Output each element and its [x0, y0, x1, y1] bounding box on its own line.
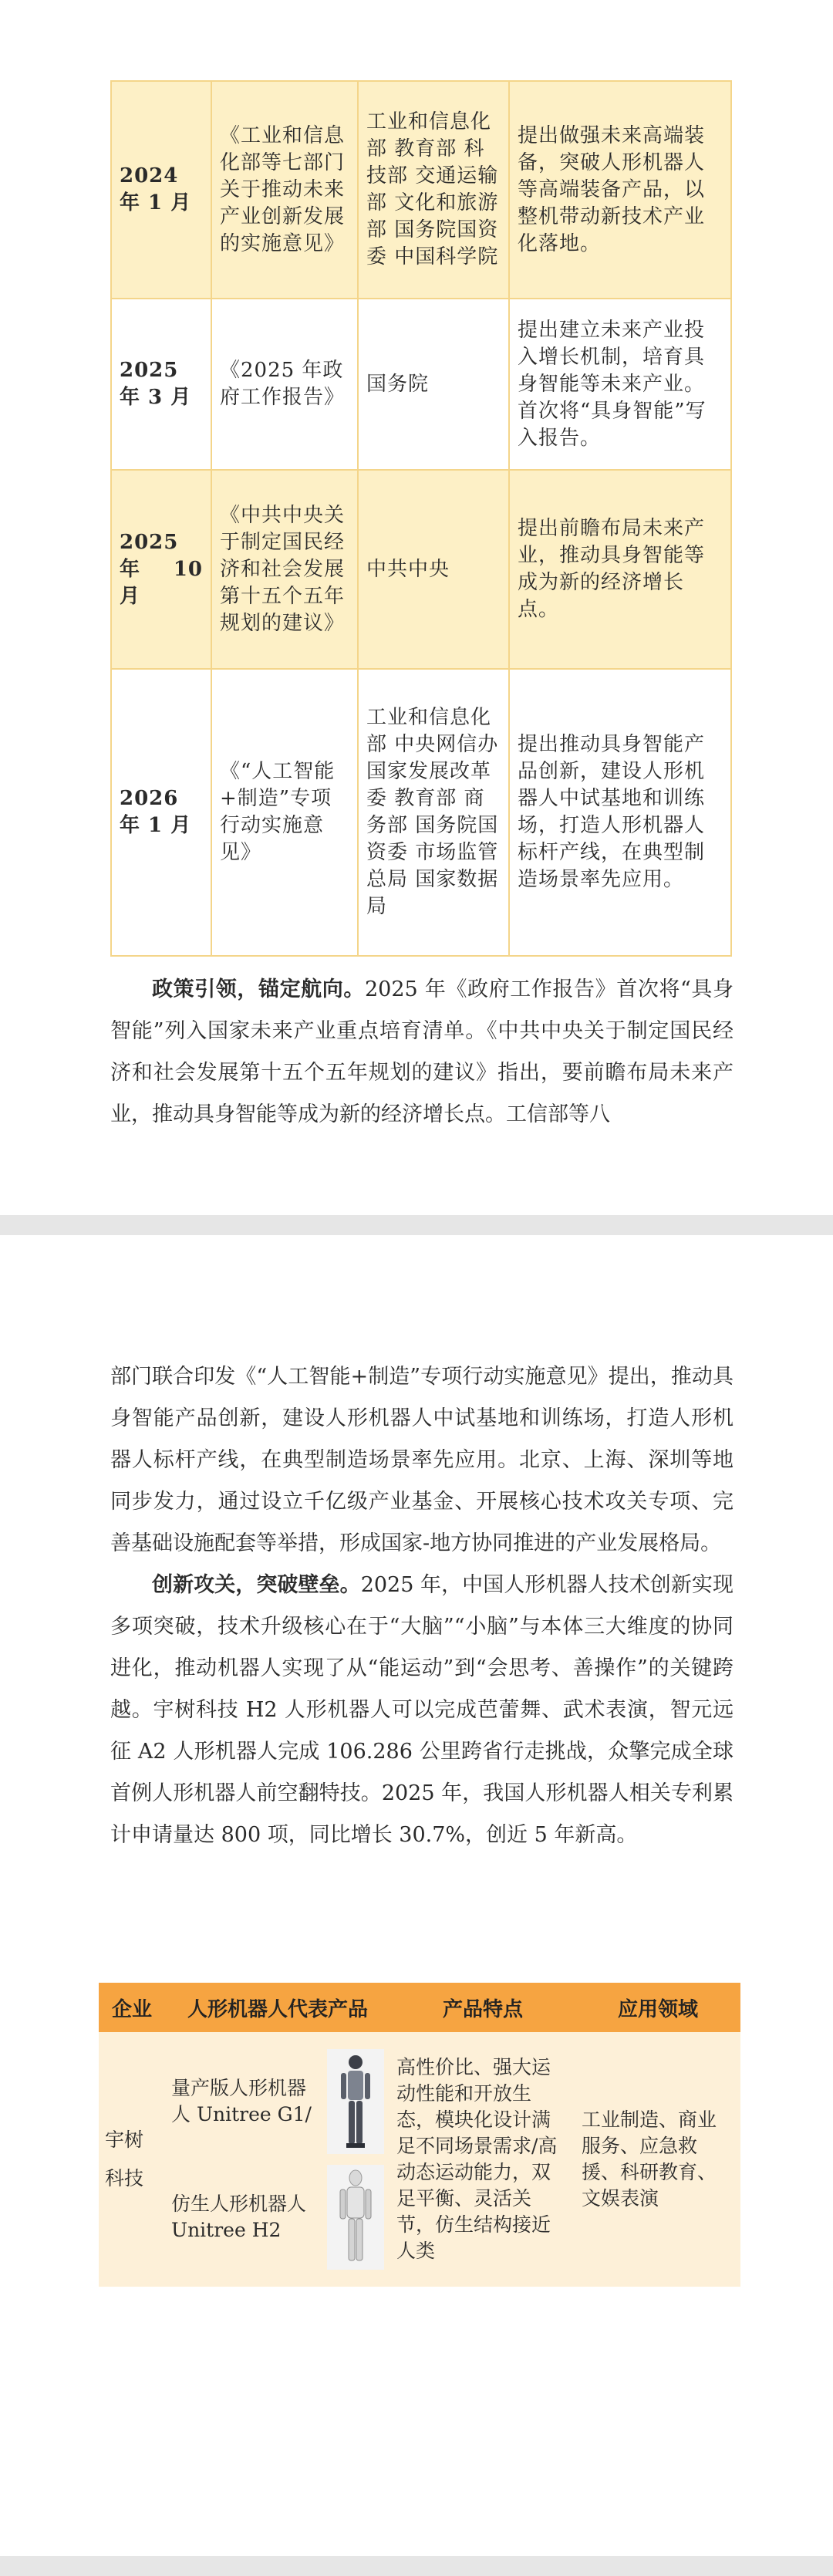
- policy-content: 提出前瞻布局未来产业，推动具身智能等成为新的经济增长点。: [509, 470, 731, 669]
- policy-document: 《2025 年政府工作报告》: [211, 299, 358, 470]
- header-fields: 应用领域: [575, 1983, 740, 2032]
- humanoid-robot-g1-icon: [327, 2049, 384, 2154]
- policy-issuer: 国务院: [358, 299, 509, 470]
- paragraph-lead: 政策引领，锚定航向。: [152, 977, 365, 1001]
- header-product: 人形机器人代表产品: [165, 1983, 390, 2032]
- policy-date: 2025 年 3 月: [111, 299, 211, 470]
- policy-issuer: 工业和信息化部 中央网信办 国家发展改革委 教育部 商务部 国务院国资委 市场监管总局 国家数据局: [358, 669, 509, 956]
- paragraph-innovation: [110, 1565, 734, 1856]
- table-header-row: [99, 1983, 740, 2032]
- paragraph-policy-guidance: [110, 969, 734, 1136]
- table-row: [111, 669, 731, 956]
- product-features: 高性价比、强大运动性能和开放生态，模块化设计满足不同场景需求/高动态运动能力，双足平衡、灵活关节，仿生结构接近人类: [390, 2032, 575, 2287]
- body-paragraphs: [110, 1356, 734, 1856]
- company-name: 宇树科技: [99, 2032, 165, 2287]
- policy-content: 提出做强未来高端装备，突破人形机器人等高端装备产品，以整机带动新技术产业化落地。: [509, 81, 731, 299]
- paragraph-text: 2025 年《政府工作报告》首次将“具身智能”列入国家未来产业重点培育清单。《中共中央关于制定国民经济和社会发展第十五个五年规划的建议》指出，要前瞻布局未来产业，推动具身智能等成为新的经济增长点。工信部等八: [110, 977, 734, 1126]
- table-row: [111, 470, 731, 669]
- policy-content: 提出建立未来产业投入增长机制，培育具身智能等未来产业。首次将“具身智能”写入报告。: [509, 299, 731, 470]
- policy-document: 《中共中央关于制定国民经济和社会发展第十五个五年规划的建议》: [211, 470, 358, 669]
- policy-date: 2025 年 10 月: [111, 470, 211, 669]
- page-separator: [0, 2556, 833, 2576]
- table-row: [111, 299, 731, 470]
- application-fields: 工业制造、商业服务、应急救援、科研教育、文娱表演: [575, 2032, 740, 2287]
- policy-document: 《“人工智能+制造”专项行动实施意见》: [211, 669, 358, 956]
- paragraph-lead: 创新攻关，突破壁垒。: [152, 1573, 361, 1597]
- product-table: [99, 1983, 740, 2287]
- humanoid-robot-h2-icon: [327, 2165, 384, 2270]
- product-item: [171, 2044, 384, 2159]
- policy-content: 提出推动具身智能产品创新，建设人形机器人中试基地和训练场，打造人形机器人标杆产线，在典型制造场景率先应用。: [509, 669, 731, 956]
- product-item: [171, 2159, 384, 2275]
- product-name: 量产版人形机器人 Unitree G1/: [171, 2077, 312, 2125]
- policy-issuer: 工业和信息化部 教育部 科技部 交通运输部 文化和旅游部 国务院国资委 中国科学院: [358, 81, 509, 299]
- paragraph-text: 2025 年，中国人形机器人技术创新实现多项突破，技术升级核心在于“大脑”“小脑”与本体三大维度的协同进化，推动机器人实现了从“能运动”到“会思考、善操作”的关键跨越。宇树科技 H2 人形机器人可以完成芭蕾舞、武术表演，智元远征 A2 人形机器人完成 106.286 公里跨省行走挑战，众擎完成全球首例人形机器人前空翻特技。2025 年，我国人形机器人相关专利累计申请量达 800 项，同比增长 30.7%，创近 5 年新高。: [110, 1573, 734, 1847]
- product-cell: [165, 2032, 390, 2287]
- table-row: [99, 2032, 740, 2287]
- table-row: [111, 81, 731, 299]
- policy-document: 《工业和信息化部等七部门关于推动未来产业创新发展的实施意见》: [211, 81, 358, 299]
- paragraph-policy-continued: 部门联合印发《“人工智能+制造”专项行动实施意见》提出，推动具身智能产品创新，建设人形机器人中试基地和训练场，打造人形机器人标杆产线，在典型制造场景率先应用。北京、上海、深圳等地同步发力，通过设立千亿级产业基金、开展核心技术攻关专项、完善基础设施配套等举措，形成国家-地方协同推进的产业发展格局。: [110, 1365, 734, 1555]
- policy-date: 2026 年 1 月: [111, 669, 211, 956]
- policy-issuer: 中共中央: [358, 470, 509, 669]
- policy-table: [110, 80, 732, 957]
- product-name: 仿生人形机器人 Unitree H2: [171, 2193, 307, 2241]
- policy-date: 2024 年 1 月: [111, 81, 211, 299]
- header-features: 产品特点: [390, 1983, 575, 2032]
- header-company: 企业: [99, 1983, 165, 2032]
- page-separator: [0, 1215, 833, 1235]
- policy-paragraph: [110, 969, 734, 1136]
